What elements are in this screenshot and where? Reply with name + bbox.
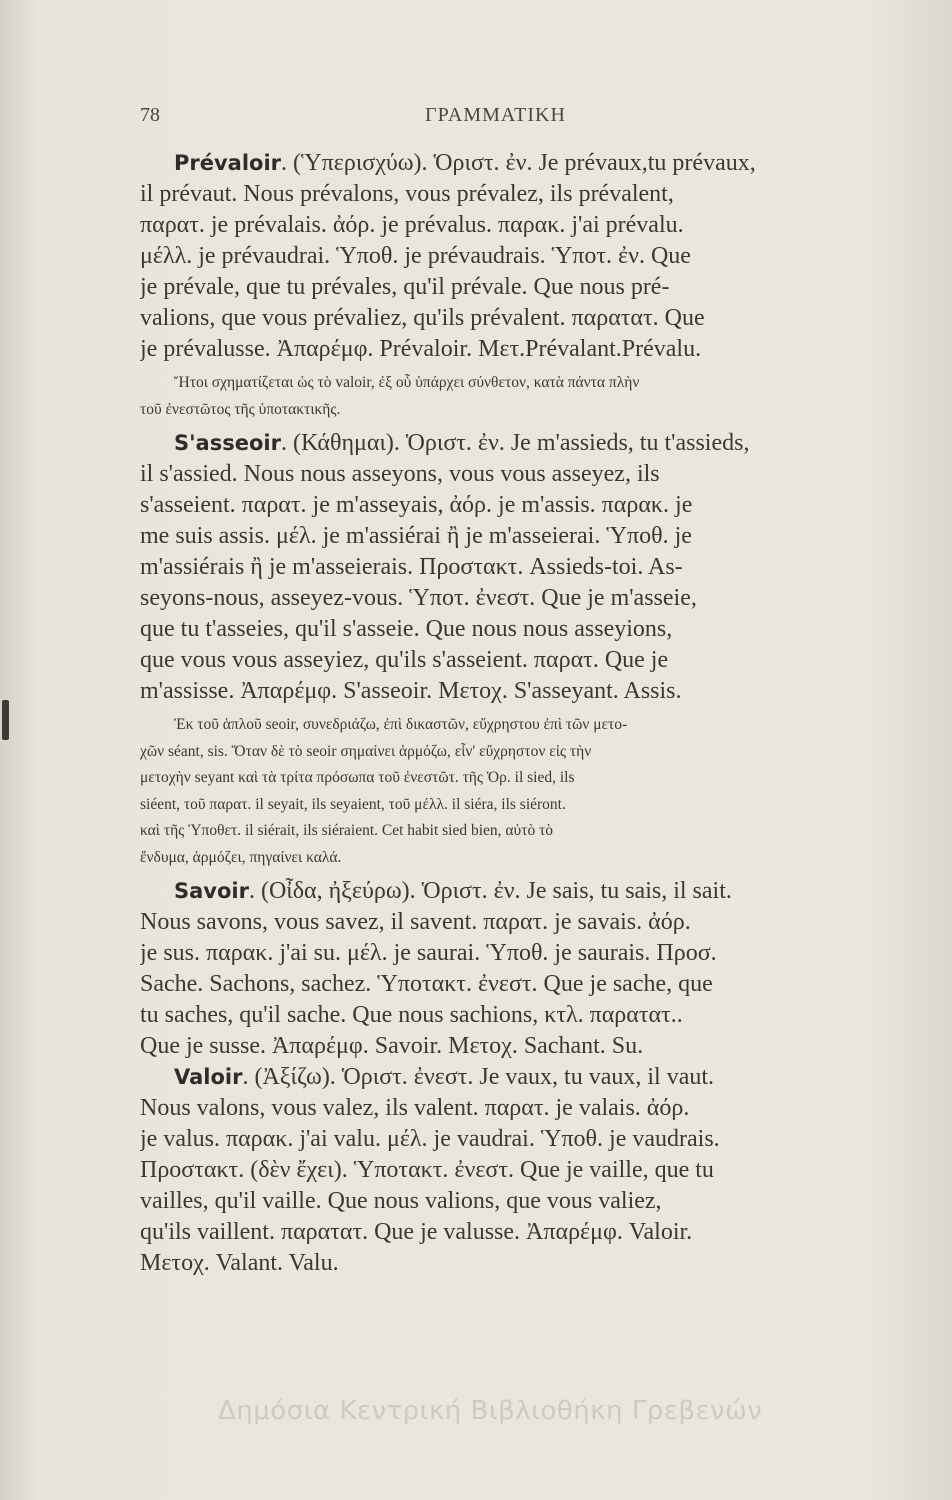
note-line: χῶν séant, sis. Ὅταν δὲ τὸ seoir σημαίνει ἁρμόζω, εἶν' εὔχρηστον εἰς τὴν: [140, 742, 592, 760]
text-line: Sache. Sachons, sachez. Ὑποτακτ. ἐνεστ. Que je sache, que: [140, 971, 713, 997]
page-header: [140, 104, 880, 138]
text-line: m'assiérais ἢ je m'asseierais. Προστακτ. Assieds-toi. As-: [140, 554, 683, 580]
text-line: Prévaloir. (Ὑπερισχύω). Ὁριστ. ἐν. Je prévaux,tu prévaux,: [174, 150, 756, 176]
note-line: τοῦ ἐνεστῶτος τῆς ὑποτακτικῆς.: [140, 400, 341, 418]
text-line: me suis assis. μέλ. je m'assiérai ἢ je m'asseierai. Ὑποθ. je: [140, 523, 692, 549]
text-line: παρατ. je prévalais. ἀόρ. je prévalus. παρακ. j'ai prévalu.: [140, 212, 684, 238]
text-line: il s'assied. Nous nous asseyons, vous vous asseyez, ils: [140, 461, 660, 487]
page-number: 78: [140, 104, 160, 126]
entry-headword: Savoir: [174, 879, 249, 903]
text-line: que tu t'asseies, qu'il s'asseie. Que nous nous asseyions,: [140, 616, 673, 642]
running-title: ΓΡΑΜΜΑΤΙΚΗ: [425, 104, 566, 126]
text-line: je prévale, que tu prévales, qu'il prévale. Que nous pré-: [140, 274, 670, 300]
page-edge-mark: [2, 700, 9, 740]
text-line: que vous vous asseyiez, qu'ils s'asseient. παρατ. Que je: [140, 647, 669, 673]
page-body: [140, 148, 880, 1279]
text-line: μέλλ. je prévaudrai. Ὑποθ. je prévaudrais. Ὑποτ. ἐν. Que: [140, 243, 691, 269]
text-line: vailles, qu'il vaille. Que nous valions, que vous valiez,: [140, 1188, 662, 1214]
note-line: Ἤτοι σχηματίζεται ὡς τὸ valoir, ἐξ οὗ ὑπάρχει σύνθετον, κατὰ πάντα πλὴν: [174, 374, 640, 391]
text-line: Μετοχ. Valant. Valu.: [140, 1250, 339, 1276]
library-watermark: Δημόσια Κεντρική Βιβλιοθήκη Γρεβενών: [218, 1396, 763, 1426]
text-line: je prévalusse. Ἀπαρέμφ. Prévaloir. Μετ.Prévalant.Prévalu.: [140, 336, 702, 362]
text-line: m'assisse. Ἀπαρέμφ. S'asseoir. Μετοχ. S'asseyant. Assis.: [140, 678, 682, 704]
text-line: Valoir. (Ἀξίζω). Ὁριστ. ἐνεστ. Je vaux, tu vaux, il vaut.: [174, 1064, 715, 1090]
text-line: valions, que vous prévaliez, qu'ils prévalent. παρατατ. Que: [140, 305, 705, 331]
text-line: je sus. παρακ. j'ai su. μέλ. je saurai. Ὑποθ. je saurais. Προσ.: [140, 940, 717, 966]
text-line: seyons-nous, asseyez-vous. Ὑποτ. ἐνεστ. Que je m'asseie,: [140, 585, 697, 611]
note-line: μετοχὴν seyant καὶ τὰ τρίτα πρόσωπα τοῦ ἐνεστῶτ. τῆς Ὁρ. il sied, ils: [140, 769, 575, 786]
note-line: Ἐκ τοῦ ἁπλοῦ seoir, συνεδριάζω, ἐπὶ δικαστῶν, εὔχρηστου ἐπὶ τῶν μετο-: [174, 716, 628, 733]
entry-headword: S'asseoir: [174, 431, 281, 455]
text-line: Nous savons, vous savez, il savent. παρατ. je savais. ἀόρ.: [140, 909, 691, 935]
text-line: s'asseient. παρατ. je m'asseyais, ἀόρ. je m'assis. παρακ. je: [140, 492, 693, 518]
note-line: siéent, τοῦ παρατ. il seyait, ils seyaient, τοῦ μέλλ. il siéra, ils siéront.: [140, 795, 566, 813]
text-line: qu'ils vaillent. παρατατ. Que je valusse. Ἀπαρέμφ. Valoir.: [140, 1219, 693, 1245]
entry-headword: Valoir: [174, 1065, 243, 1089]
text-line: il prévaut. Nous prévalons, vous prévalez, ils prévalent,: [140, 181, 674, 207]
text-line: Que je susse. Ἀπαρέμφ. Savoir. Μετοχ. Sachant. Su.: [140, 1033, 644, 1059]
entry-headword: Prévaloir: [174, 151, 282, 175]
note-line: ἔνδυμα, ἁρμόζει, πηγαίνει καλά.: [140, 848, 342, 866]
text-line: Nous valons, vous valez, ils valent. παρατ. je valais. ἀόρ.: [140, 1095, 690, 1121]
text-line: tu saches, qu'il sache. Que nous sachions, κτλ. παρατατ..: [140, 1002, 683, 1028]
text-line: Savoir. (Οἶδα, ἠξεύρω). Ὁριστ. ἐν. Je sais, tu sais, il sait.: [174, 878, 732, 904]
text-line: Προστακτ. (δὲν ἔχει). Ὑποτακτ. ἐνεστ. Que je vaille, que tu: [140, 1157, 714, 1183]
note-line: καὶ τῆς Ὑποθετ. il siérait, ils siéraient. Cet habit sied bien, αὐτὸ τὸ: [140, 822, 554, 839]
text-line: je valus. παρακ. j'ai valu. μέλ. je vaudrai. Ὑποθ. je vaudrais.: [140, 1126, 720, 1152]
text-line: S'asseoir. (Κάθημαι). Ὁριστ. ἐν. Je m'assieds, tu t'assieds,: [174, 430, 750, 456]
